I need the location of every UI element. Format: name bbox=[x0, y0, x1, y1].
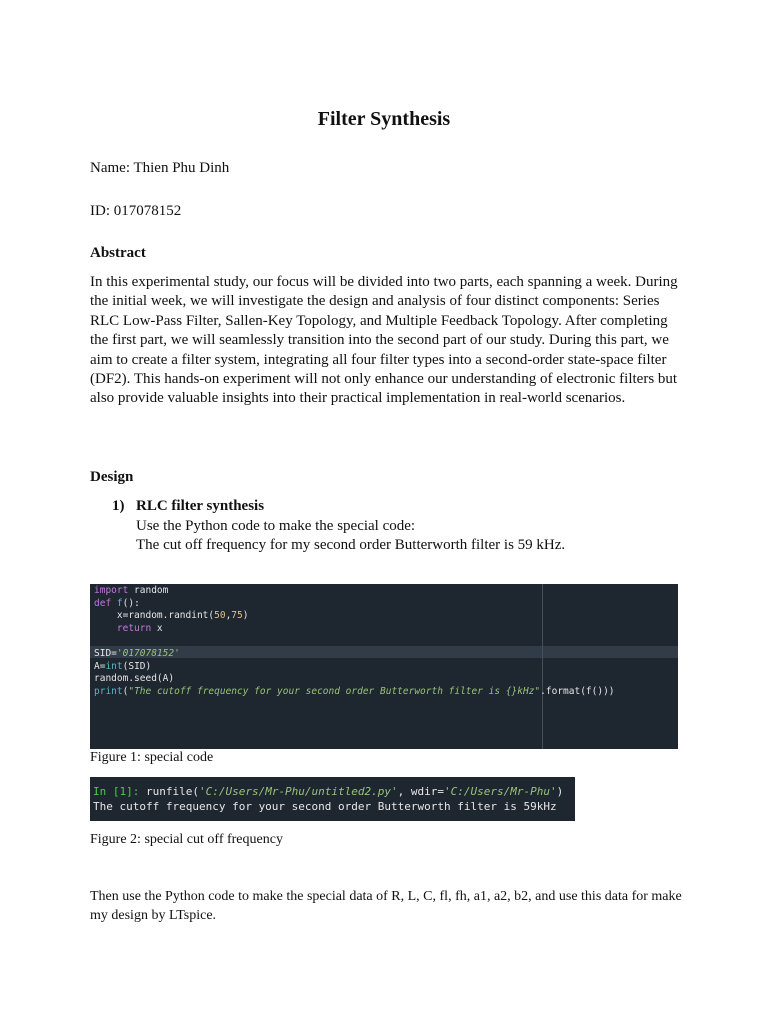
list-item-title: RLC filter synthesis bbox=[136, 498, 265, 514]
console-text: In [1]: runfile('C:/Users/Mr-Phu/untitled2.py', wdir='C:/Users/Mr-Phu') The cutoff frequency for your second order Butterworth filter is 59kHz bbox=[93, 785, 564, 813]
figure-1-caption: Figure 1: special code bbox=[90, 750, 214, 765]
list-item-line: The cut off frequency for my second order Butterworth filter is 59 kHz. bbox=[136, 537, 566, 553]
list-item-number: 1) bbox=[112, 498, 125, 514]
console-screenshot-cutoff bbox=[90, 777, 575, 821]
closing-paragraph: Then use the Python code to make the special data of R, L, C, fl, fh, a1, a2, b2, and use this data for make my design by LTspice. bbox=[90, 889, 682, 923]
code-screenshot-special-code bbox=[90, 584, 678, 749]
abstract-paragraph: In this experimental study, our focus will be divided into two parts, each spanning a week. During the initial week, we will investigate the design and analysis of four distinct components: Series RLC Low-Pass Filter, Sallen-Key Topology, and Multiple Feedback Topology. After completing the first part, we will seamlessly transition into the second part of our study. During this part, we aim to create a filter system, integrating all four filter types into a second-order state-space filter (DF2). This hands-on experiment will not only enhance our understanding of electronic filters but also provide valuable insights into their practical implementation in real-world scenarios. bbox=[90, 274, 678, 407]
design-heading: Design bbox=[90, 469, 134, 485]
code-text: import random def f(): x=random.randint(50,75) return x SID='017078152' A=int(SID) random.seed(A) print("The cutoff frequency for your second order Butterworth filter is {}kHz".format(f())) bbox=[94, 585, 615, 697]
list-item bbox=[112, 497, 565, 556]
figure-2-caption: Figure 2: special cut off frequency bbox=[90, 832, 283, 847]
list-item-line: Use the Python code to make the special code: bbox=[136, 517, 416, 534]
abstract-heading: Abstract bbox=[90, 245, 146, 261]
document-title: Filter Synthesis bbox=[317, 108, 451, 130]
design-list bbox=[112, 497, 565, 556]
student-id: ID: 017078152 bbox=[90, 203, 182, 219]
author-name: Name: Thien Phu Dinh bbox=[90, 160, 230, 176]
